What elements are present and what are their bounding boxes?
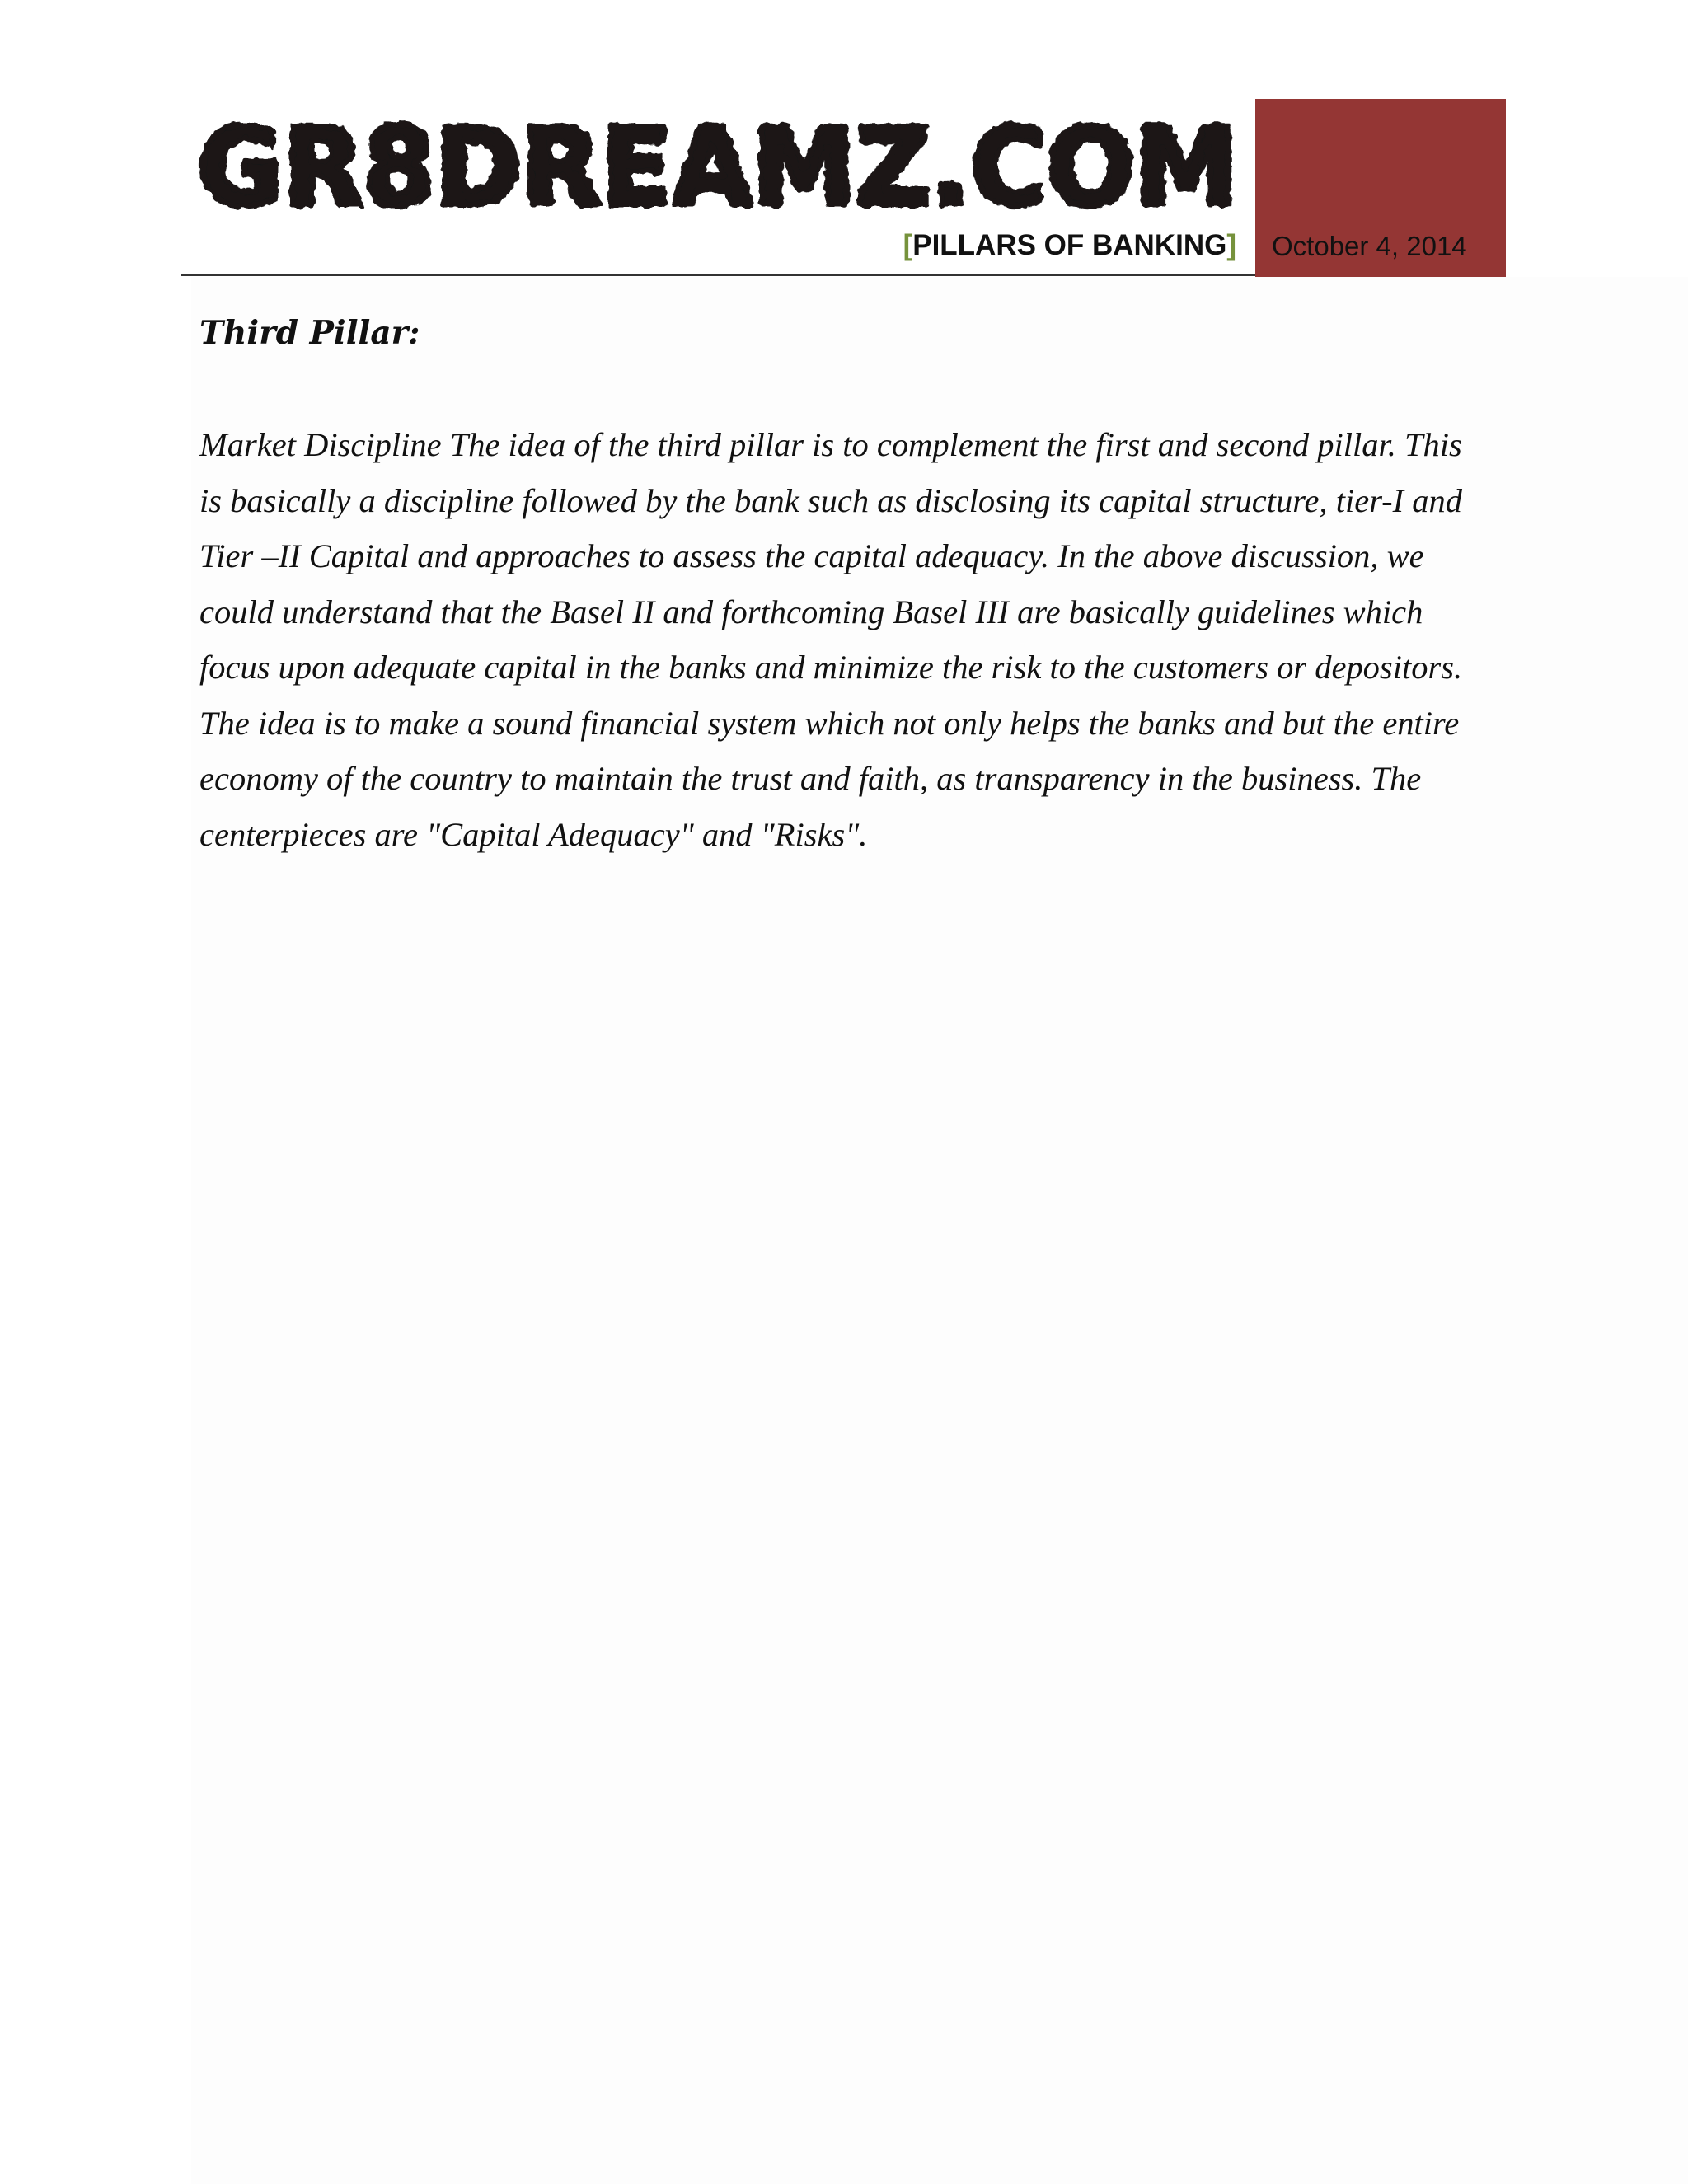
bracket-close: ]: [1226, 229, 1236, 261]
date-box: [1255, 99, 1506, 277]
article-body: [199, 310, 1485, 862]
series-title: [903, 227, 1236, 264]
series-title-text: PILLARS OF BANKING: [912, 229, 1227, 261]
publish-date: October 4, 2014: [1272, 231, 1467, 261]
header-divider: [181, 274, 1255, 276]
bracket-open: [: [903, 229, 913, 261]
site-logo: [195, 99, 1241, 231]
body-paragraph: Market Discipline The idea of the third pillar is to complement the first and second pillar. This is basically a discipline followed by the bank such as disclosing its capital structure, tier-I and Tier –II Capital and approaches to assess the capital adequacy. In the above discussion, we could understand that the Basel II and forthcoming Basel III are basically guidelines which focus upon adequate capital in the banks and minimize the risk to the customers or depositors. The idea is to make a sound financial system which not only helps the banks and but the entire economy of the country to maintain the trust and faith, as transparency in the business. The centerpieces are "Capital Adequacy" and "Risks".: [199, 426, 1463, 853]
logo-wordmark: GR8DREAMZ.COM: [198, 105, 1238, 230]
section-heading: Third Pillar:: [199, 314, 420, 352]
